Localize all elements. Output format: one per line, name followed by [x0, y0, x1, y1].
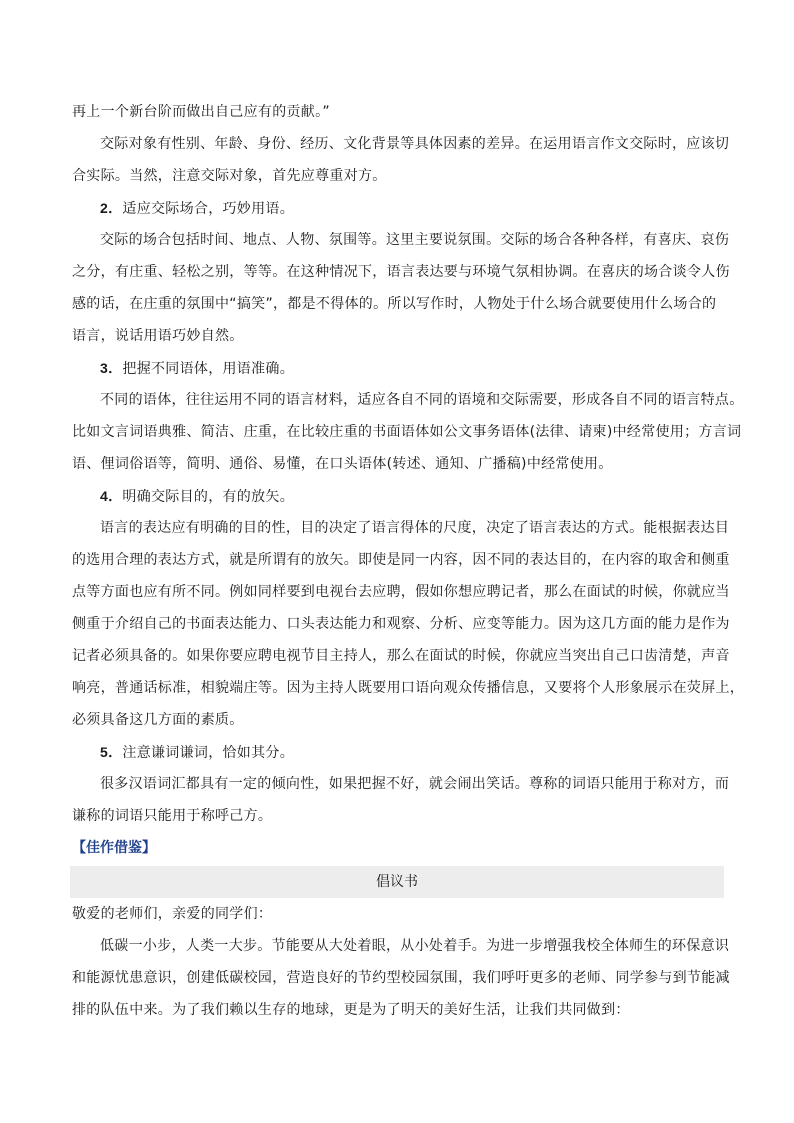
section-heading-2: [72, 192, 724, 224]
paragraph-line: 合实际。当然，注意交际对象，首先应尊重对方。: [72, 168, 387, 184]
paragraph-line: 语言，说话用语巧妙自然。: [72, 328, 244, 344]
heading-number: 2．: [100, 200, 123, 216]
section-heading-5: [72, 736, 724, 768]
document-page: [72, 96, 745, 1026]
paragraph-line: 之分，有庄重、轻松之别，等等。在这种情况下，语言表达要与环境气氛相协调。在喜庆的场合谈令人伤: [72, 264, 730, 280]
paragraph-line: 不同的语体，往往运用不同的语言材料，适应各自不同的语境和交际需要，形成各自不同的语言特点。: [100, 392, 744, 408]
heading-text: 明确交际目的，有的放矢。: [122, 489, 294, 505]
paragraph-line: 的选用合理的表达方式，就是所谓有的放矢。即使是同一内容，因不同的表达目的，在内容的取舍和侧重: [72, 552, 730, 568]
essay-line: 排的队伍中来。为了我们赖以生存的地球，更是为了明天的美好生活，让我们共同做到：: [72, 1002, 630, 1018]
section-heading-4: [72, 480, 724, 512]
essay-salutation: 敬爱的老师们，亲爱的同学们：: [72, 906, 273, 922]
paragraph-line: 感的话，在庄重的氛围中“搞笑”，都是不得体的。所以写作时，人物处于什么场合就要使用什么场合的: [72, 296, 717, 312]
paragraph-line: 交际的场合包括时间、地点、人物、氛围等。这里主要说氛围。交际的场合各种各样，有喜庆、哀伤: [100, 232, 730, 248]
paragraph-line: 点等方面也应有所不同。例如同样要到电视台去应聘，假如你想应聘记者，那么在面试的时候，你就应当: [72, 584, 730, 600]
essay-line: 低碳一小步，人类一大步。节能要从大处着眼，从小处着手。为进一步增强我校全体师生的环保意识: [100, 938, 730, 954]
heading-text: 适应交际场合，巧妙用语。: [122, 201, 294, 217]
paragraph-line: 侧重于介绍自己的书面表达能力、口头表达能力和观察、分析、应变等能力。因为这几方面的能力是作为: [72, 616, 730, 632]
heading-number: 5．: [100, 744, 123, 760]
essay-title-banner: [70, 866, 724, 898]
heading-number: 4．: [100, 488, 123, 504]
paragraph-line: 语、俚词俗语等，简明、通俗、易懂，在口头语体(转述、通知、广播稿)中经常使用。: [72, 456, 613, 472]
paragraph-line: 比如文言词语典雅、简洁、庄重，在比较庄重的书面语体如公文事务语体(法律、请柬)中经常使用；方言词: [72, 424, 742, 440]
paragraph-line: 必须具备这几方面的素质。: [72, 712, 244, 728]
heading-number: 3．: [100, 360, 123, 376]
section-heading-3: [72, 352, 724, 384]
essay-line: 和能源忧患意识，创建低碳校园，营造良好的节约型校园氛围，我们呼吁更多的老师、同学参与到节能减: [72, 970, 730, 986]
section-tag: 【佳作借鉴】: [72, 840, 156, 856]
paragraph-line: 响亮，普通话标准，相貌端庄等。因为主持人既要用口语向观众传播信息，又要将个人形象展示在荧屏上，: [72, 680, 745, 696]
paragraph-line: 语言的表达应有明确的目的性，目的决定了语言得体的尺度，决定了语言表达的方式。能根据表达目: [100, 520, 730, 536]
essay-title: 倡议书: [376, 874, 418, 890]
paragraph-line: 记者必须具备的。如果你要应聘电视节目主持人，那么在面试的时候，你就应当突出自己口齿清楚，声音: [72, 648, 730, 664]
heading-text: 把握不同语体，用语准确。: [122, 361, 294, 377]
paragraph-line: 很多汉语词汇都具有一定的倾向性，如果把握不好，就会闹出笑话。尊称的词语只能用于称对方，而: [100, 776, 730, 792]
paragraph-line: 谦称的词语只能用于称呼己方。: [72, 808, 273, 824]
heading-text: 注意谦词谦词，恰如其分。: [122, 745, 294, 761]
paragraph-line: 交际对象有性别、年龄、身份、经历、文化背景等具体因素的差异。在运用语言作文交际时，应该切: [100, 136, 730, 152]
paragraph-line: 再上一个新台阶而做出自己应有的贡献。”: [72, 104, 330, 120]
